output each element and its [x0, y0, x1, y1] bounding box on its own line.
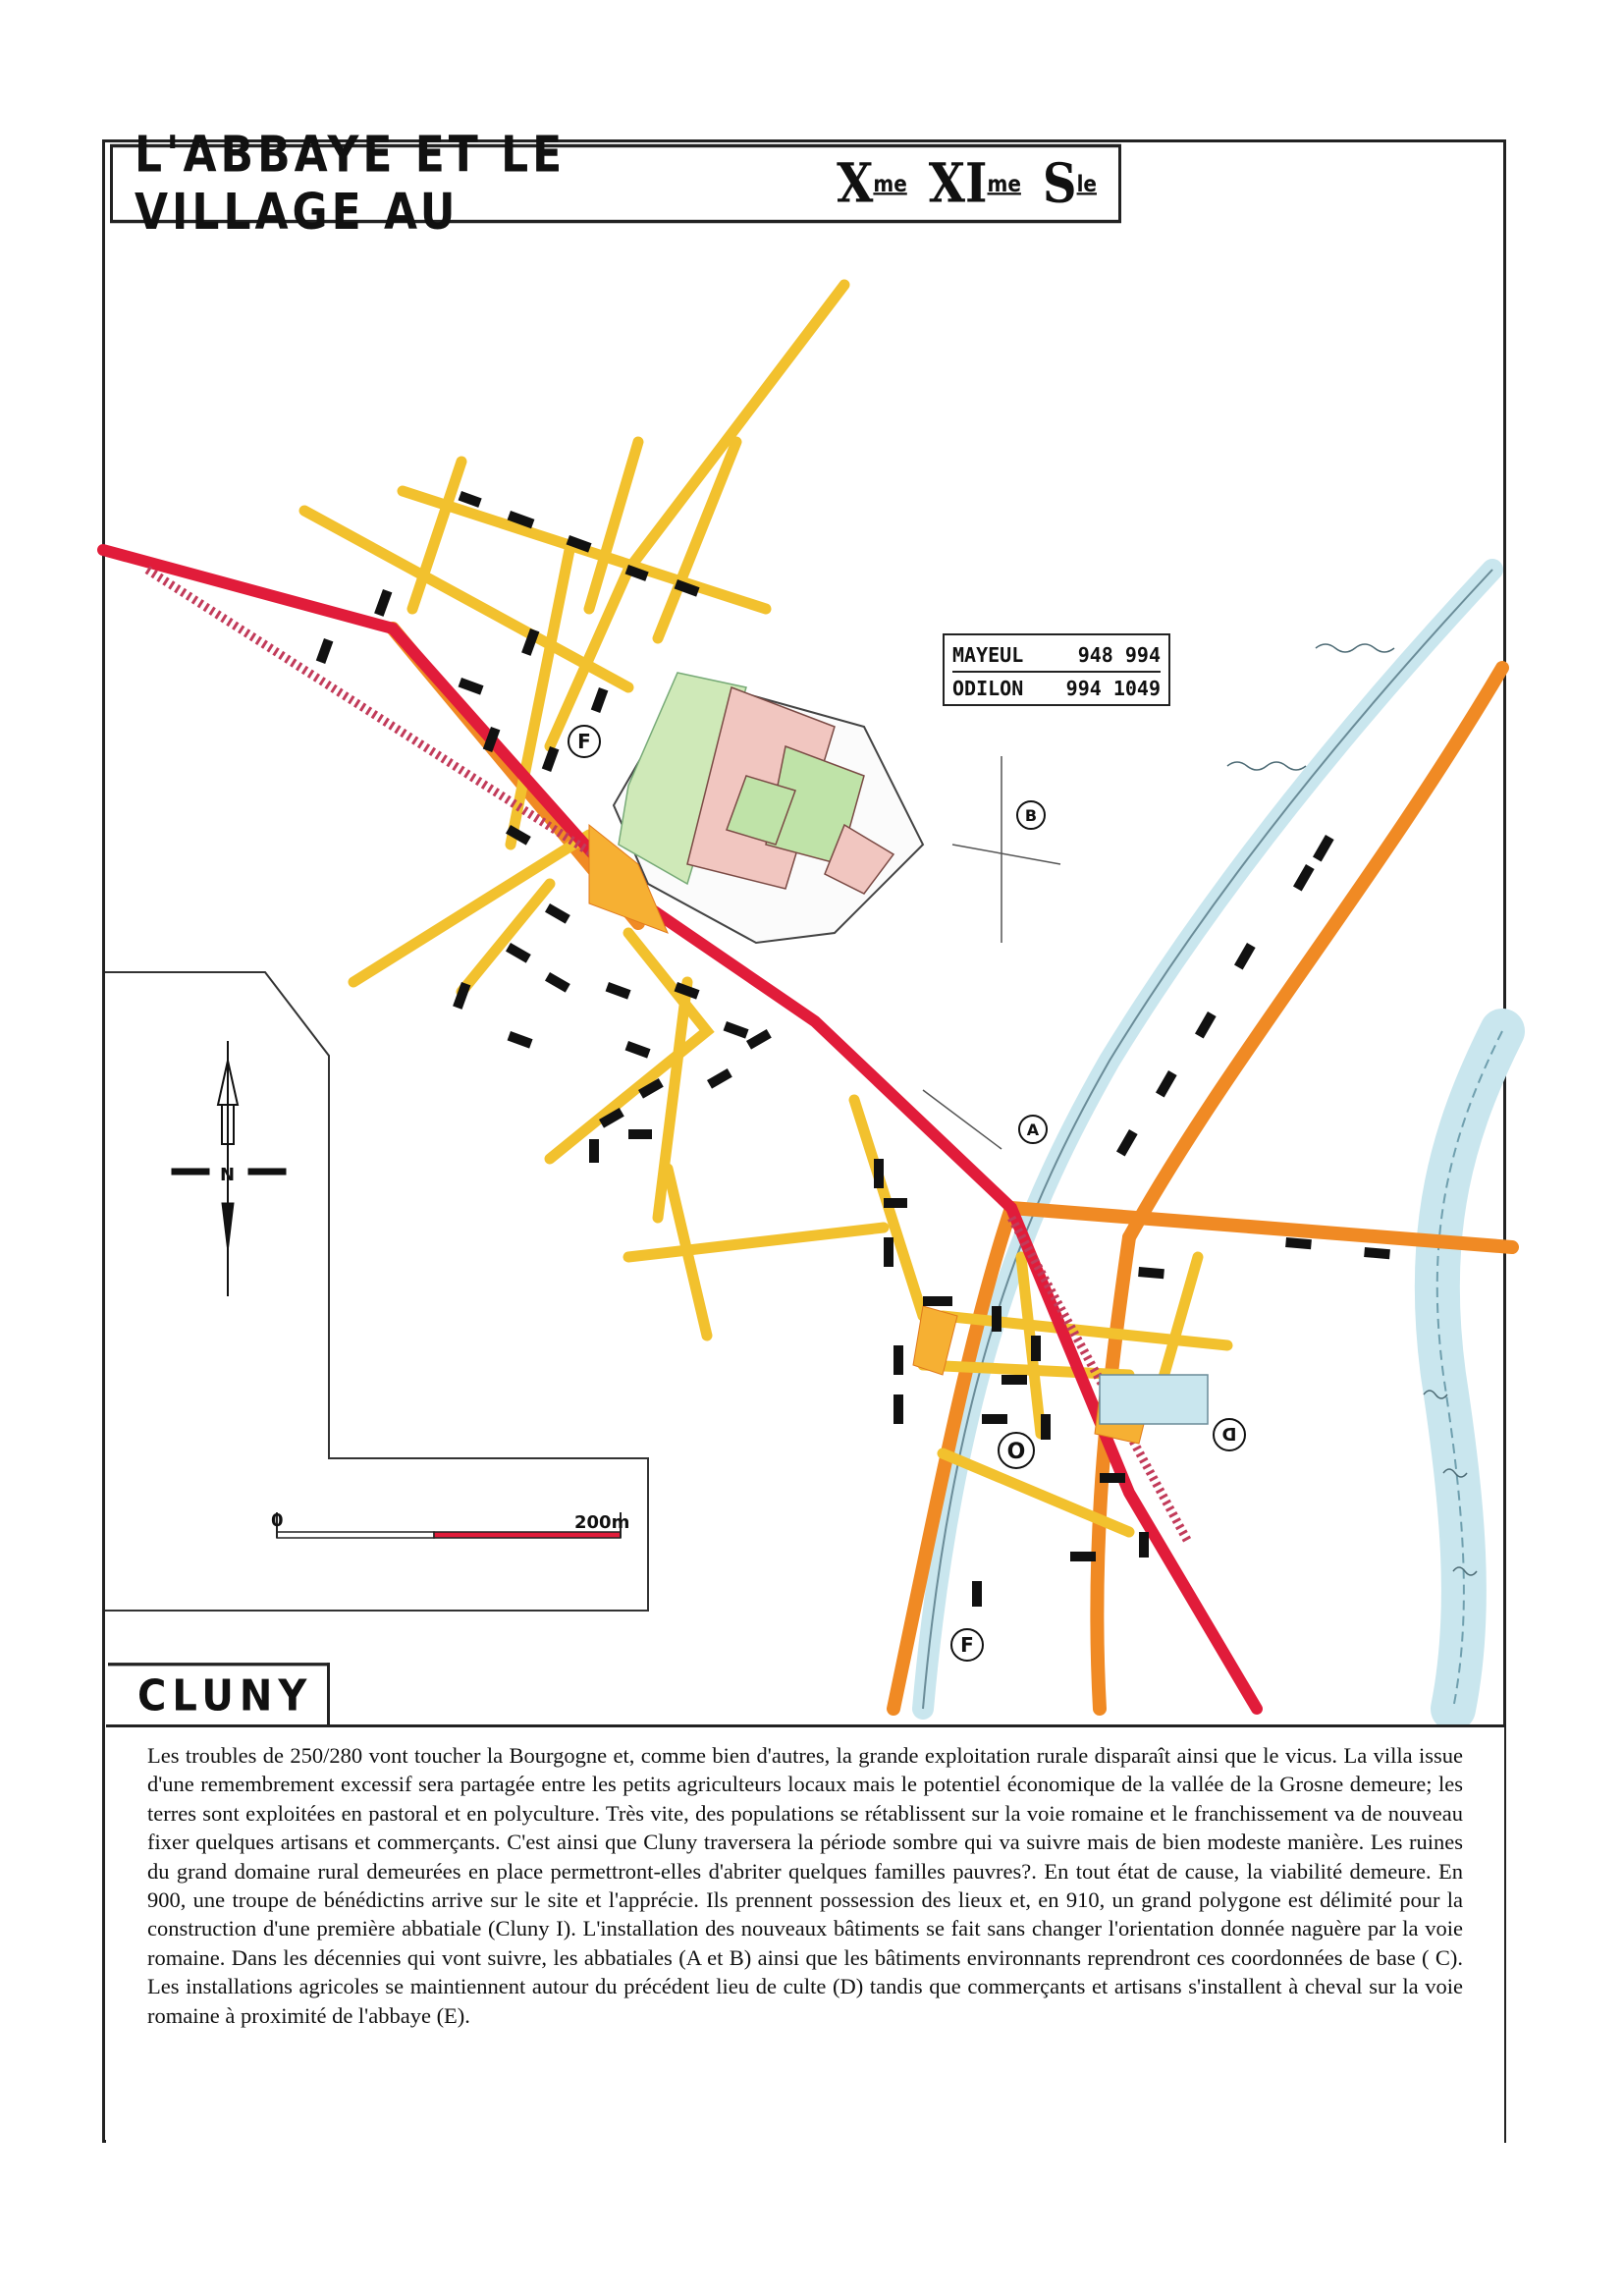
- title-century-1-sup: me: [873, 170, 907, 197]
- marker-f-north: [568, 726, 600, 757]
- map-title: [110, 126, 1121, 242]
- svg-text:A: A: [1026, 1121, 1040, 1139]
- svg-text:B: B: [1024, 806, 1038, 825]
- marker-f-south: [951, 1629, 983, 1661]
- abbot-years: 948 994: [1077, 643, 1161, 667]
- marker-d: [1214, 1419, 1245, 1450]
- marker-a: [1019, 1116, 1047, 1143]
- scale-end-label: 200m: [574, 1512, 630, 1533]
- place-name: CLUNY: [108, 1663, 330, 1725]
- svg-text:O: O: [1006, 1440, 1026, 1464]
- title-century-3-sup: le: [1076, 170, 1097, 197]
- description-text: Les troubles de 250/280 vont toucher la Bourgogne et, comme bien d'autres, la grande exploitation rurale disparaît ainsi que le vicus. La villa issue d'une remembrement excessif sera partagée entre les petits agriculteurs locaux mais le potentiel économique de la vallée de la Grosne demeure; les terres sont exploitées en pastoral et en polyculture. Très vite, des populations se rétablissent sur la voie romaine et le franchissement va de nouveau fixer quelques artisans et commerçants. C'est ainsi que Cluny traversera la période sombre qui va suivre mais de bien modeste manière. Les ruines du grand domaine rural demeurées en place permettront-elles d'abriter quelques familles pauvres?. En tout état de cause, la viabilité demeure. En 900, une troupe de bénédictins arrive sur le site et l'apprécie. Ils prennent possession des lieux et, en 910, un grand polygone est délimité pour la construction d'une première abbatiale (Cluny I). L'installation des nouveaux bâtiments se fait sans changer l'orientation donnée naguère par la voie romaine. Dans les décennies qui vont suivre, les abbatiales (A et B) ainsi que les bâtiments environnants reprendront ces coordonnées de base ( C). Les installations agricoles se maintiennent autour du précédent lieu de culte (D) tandis que commerçants et artisans s'installent à cheval sur la voie romaine à proximité de l'abbaye (E).: [106, 1724, 1504, 2143]
- abbot-row: [952, 673, 1161, 704]
- compass-north-label: N: [220, 1165, 236, 1185]
- svg-text:D: D: [1221, 1423, 1237, 1444]
- svg-text:F: F: [577, 730, 591, 753]
- svg-text:F: F: [960, 1633, 974, 1657]
- title-century-1: X: [837, 151, 874, 216]
- title-century-2-sup: me: [987, 170, 1021, 197]
- marker-b: [1017, 801, 1045, 829]
- scale-start-label: 0: [271, 1510, 284, 1531]
- abbot-years: 994 1049: [1065, 677, 1161, 700]
- inset-frame: [105, 972, 648, 1611]
- pond: [1100, 1375, 1208, 1424]
- abbot-name: ODILON: [952, 677, 1024, 700]
- river-grosne: [1437, 1031, 1502, 1709]
- river-canal-edge: [923, 570, 1492, 1709]
- marker-o: [999, 1433, 1034, 1468]
- title-century-3: S: [1042, 151, 1077, 216]
- river-canal: [923, 570, 1492, 1709]
- abbots-legend: [943, 633, 1170, 706]
- abbot-name: MAYEUL: [952, 643, 1024, 667]
- abbot-row: [952, 639, 1161, 673]
- title-century-2: XI: [928, 151, 988, 216]
- title-main: L'ABBAYE ET LE VILLAGE AU: [135, 126, 567, 242]
